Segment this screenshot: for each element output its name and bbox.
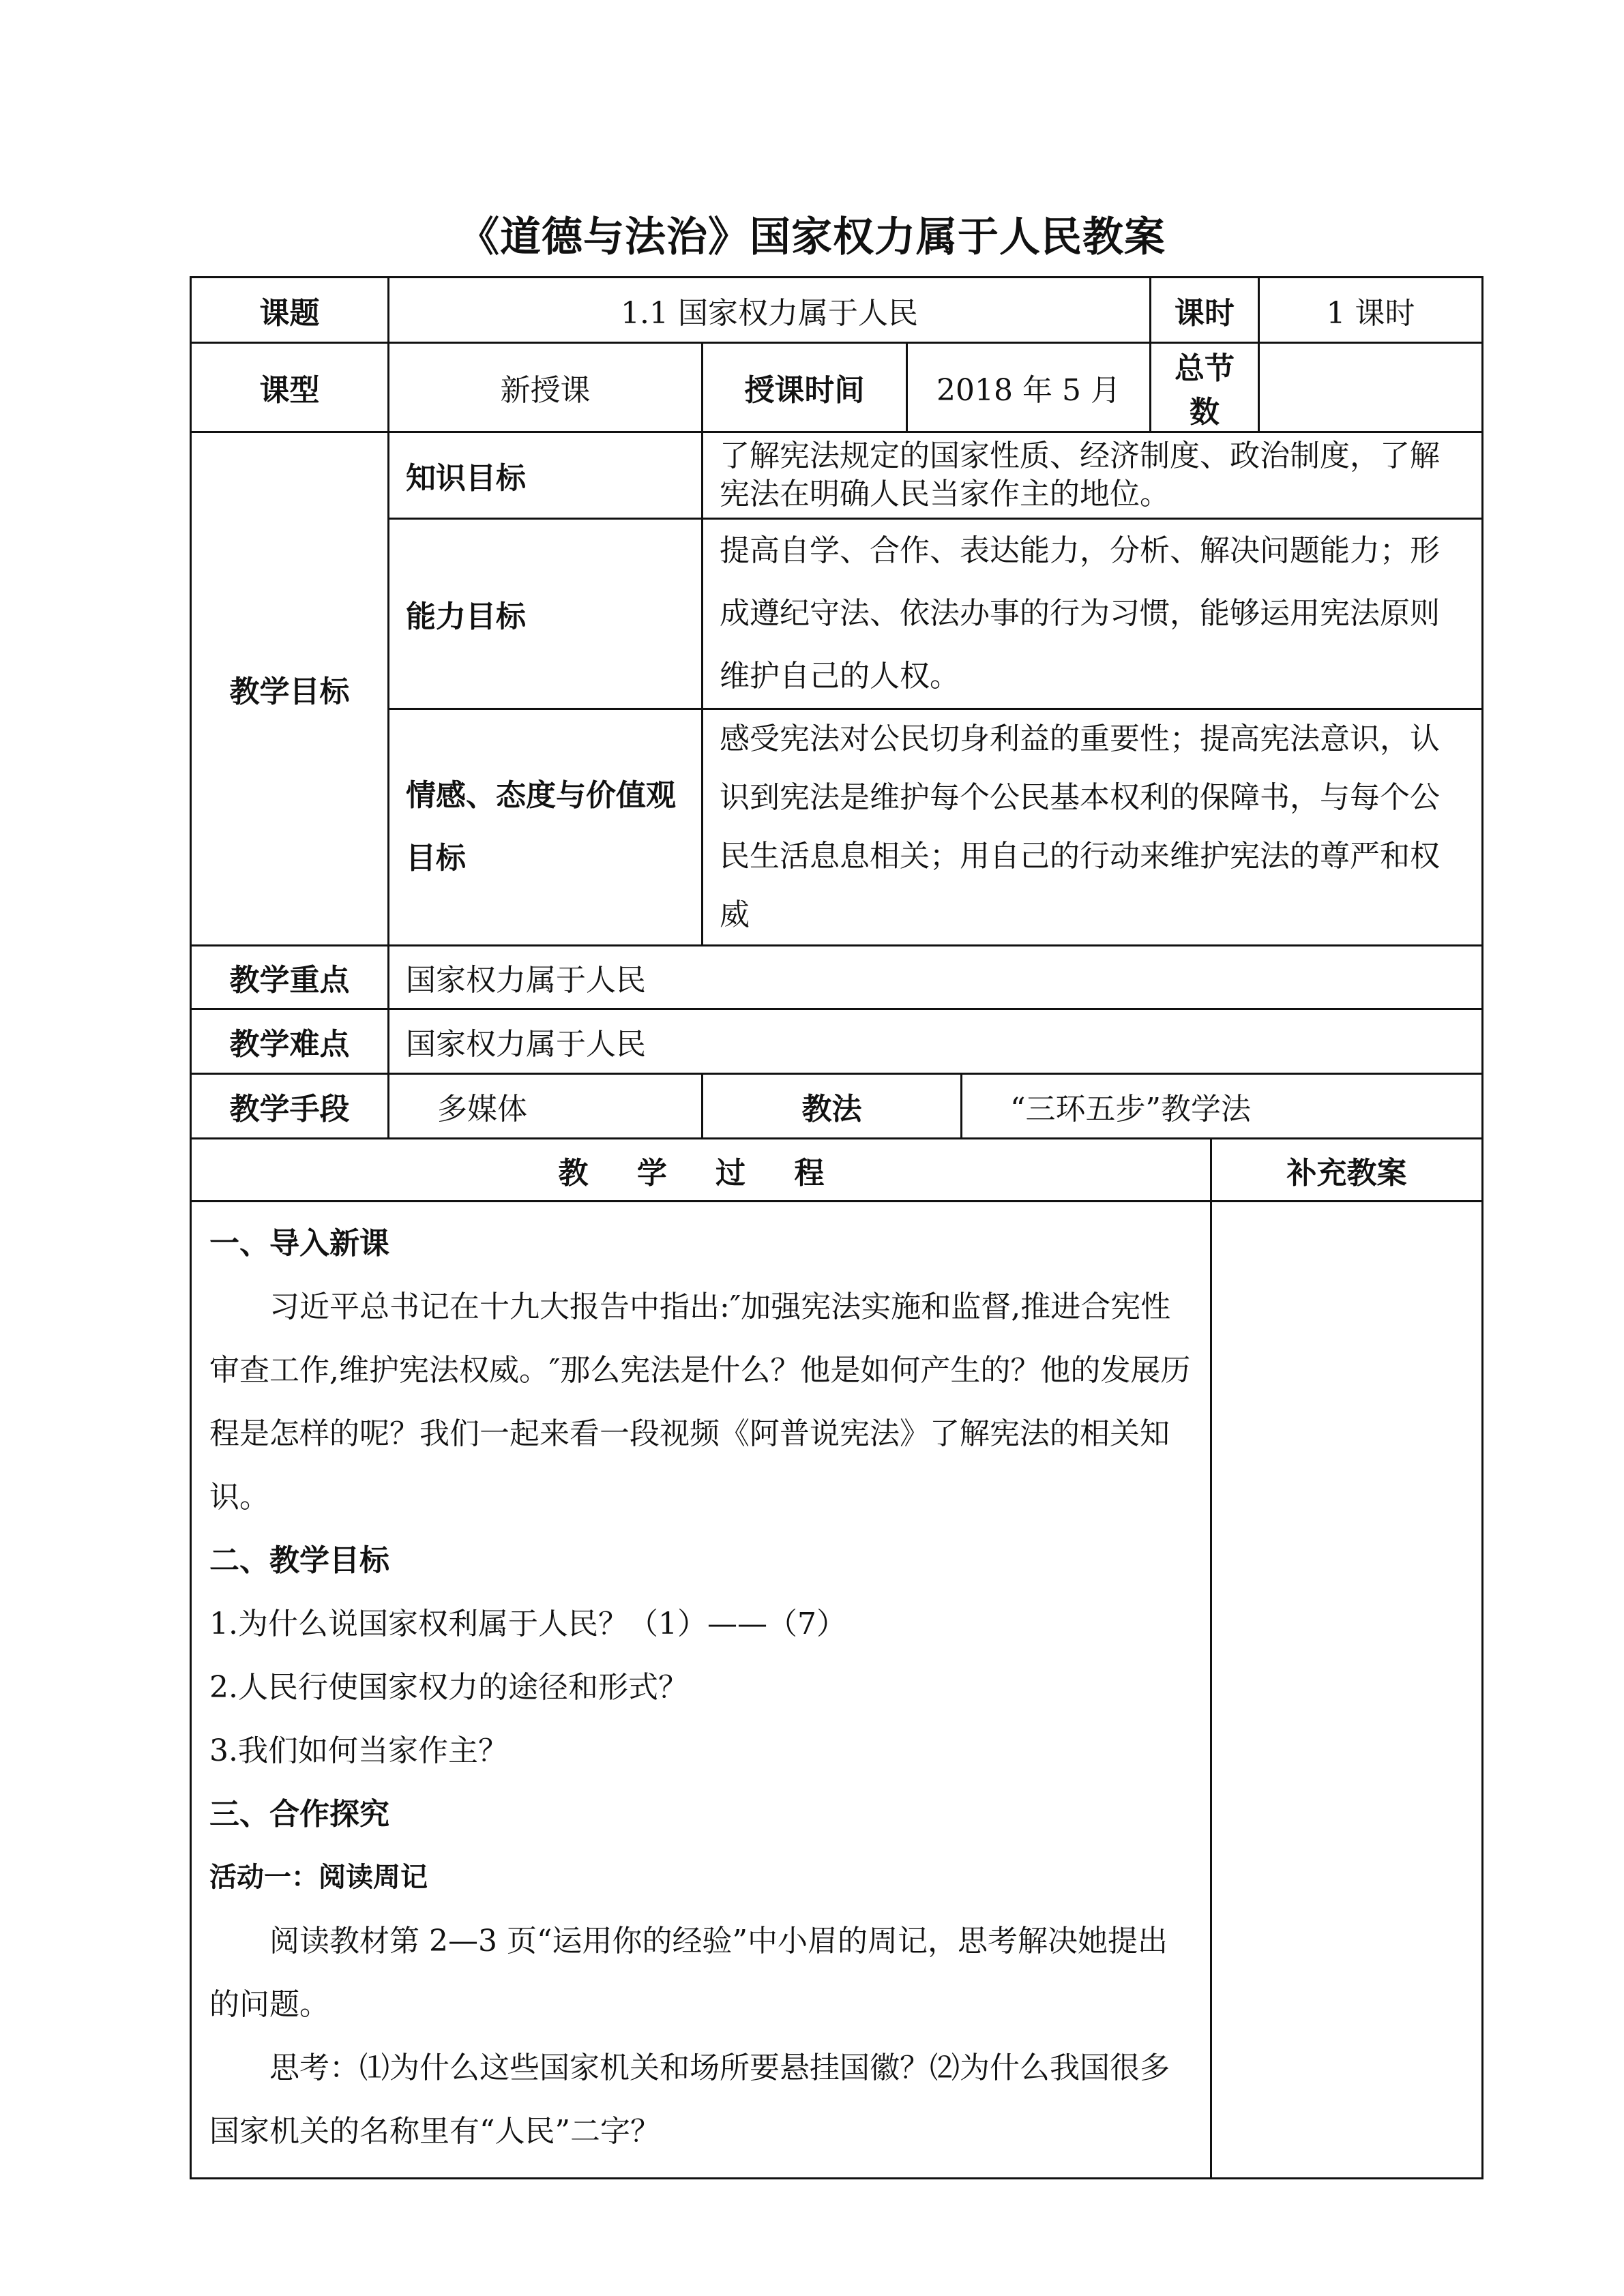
activity-heading: 活动一：阅读周记 [209,1862,428,1893]
ability-text: 提高自学、合作、表达能力，分析、解决问题能力；形成遵纪守法、依法办事的行为习惯，能够运用宪法原则维护自己的人权。 [703,519,1483,709]
process-header: 教 学 过 程 [191,1139,1211,1202]
goals-heading: 二、教学目标 [209,1543,389,1578]
intro-paragraph: 习近平总书记在十九大报告中指出:″加强宪法实施和监督,推进合宪性审查工作,维护宪法权威。″那么宪法是什么？他是如何产生的？他的发展历程是怎样的呢？我们一起来看一段视频《阿普说宪法》了解宪法的相关知识。 [209,1289,1191,1515]
knowledge-text: 了解宪法规定的国家性质、经济制度、政治制度，了解宪法在明确人民当家作主的地位。 [703,432,1483,519]
supplement-header: 补充教案 [1211,1139,1483,1202]
total-value [1259,343,1483,432]
difficulty-label: 教学难点 [191,1009,389,1074]
emotion-label: 情感、态度与价值观目标 [389,709,703,946]
total-label: 总节数 [1151,343,1259,432]
means-value: 多媒体 [389,1074,703,1139]
page-title: 《道德与法治》国家权力属于人民教案 [458,213,1166,261]
time-label: 授课时间 [703,343,907,432]
topic-label: 课题 [191,278,389,343]
goal-item: 1.为什么说国家权利属于人民？（1）——（7） [209,1607,846,1641]
lesson-plan-table [190,276,1483,2179]
activity-paragraph: 阅读教材第 2—3 页“运用你的经验”中小眉的周记，思考解决她提出的问题。 [209,1924,1168,2022]
key-point-value: 国家权力属于人民 [389,946,1483,1009]
key-point-label: 教学重点 [191,946,389,1009]
emotion-text: 感受宪法对公民切身利益的重要性；提高宪法意识，认识到宪法是维护每个公民基本权利的保障书，与每个公民生活息息相关；用自己的行动来维护宪法的尊严和权威 [703,709,1483,946]
method-value: “三环五步”教学法 [962,1074,1483,1139]
process-content [191,1202,1211,2179]
method-label: 教法 [703,1074,962,1139]
knowledge-label: 知识目标 [389,432,703,519]
type-value: 新授课 [389,343,703,432]
means-label: 教学手段 [191,1074,389,1139]
difficulty-value: 国家权力属于人民 [389,1009,1483,1074]
ability-label: 能力目标 [389,519,703,709]
think-paragraph: 思考：⑴为什么这些国家机关和场所要悬挂国徽？⑵为什么我国很多国家机关的名称里有“人民”二字？ [209,2051,1170,2149]
time-value: 2018 年 5 月 [907,343,1151,432]
hours-label: 课时 [1151,278,1259,343]
inquiry-heading: 三、合作探究 [209,1797,389,1832]
objectives-label: 教学目标 [191,432,389,946]
goal-item: 3.我们如何当家作主？ [209,1733,508,1768]
topic-value: 1.1 国家权力属于人民 [389,278,1151,343]
goal-item: 2.人民行使国家权力的途径和形式？ [209,1670,688,1705]
hours-value: 1 课时 [1259,278,1483,343]
intro-heading: 一、导入新课 [209,1226,389,1261]
supplement-content [1211,1202,1483,2179]
type-label: 课型 [191,343,389,432]
